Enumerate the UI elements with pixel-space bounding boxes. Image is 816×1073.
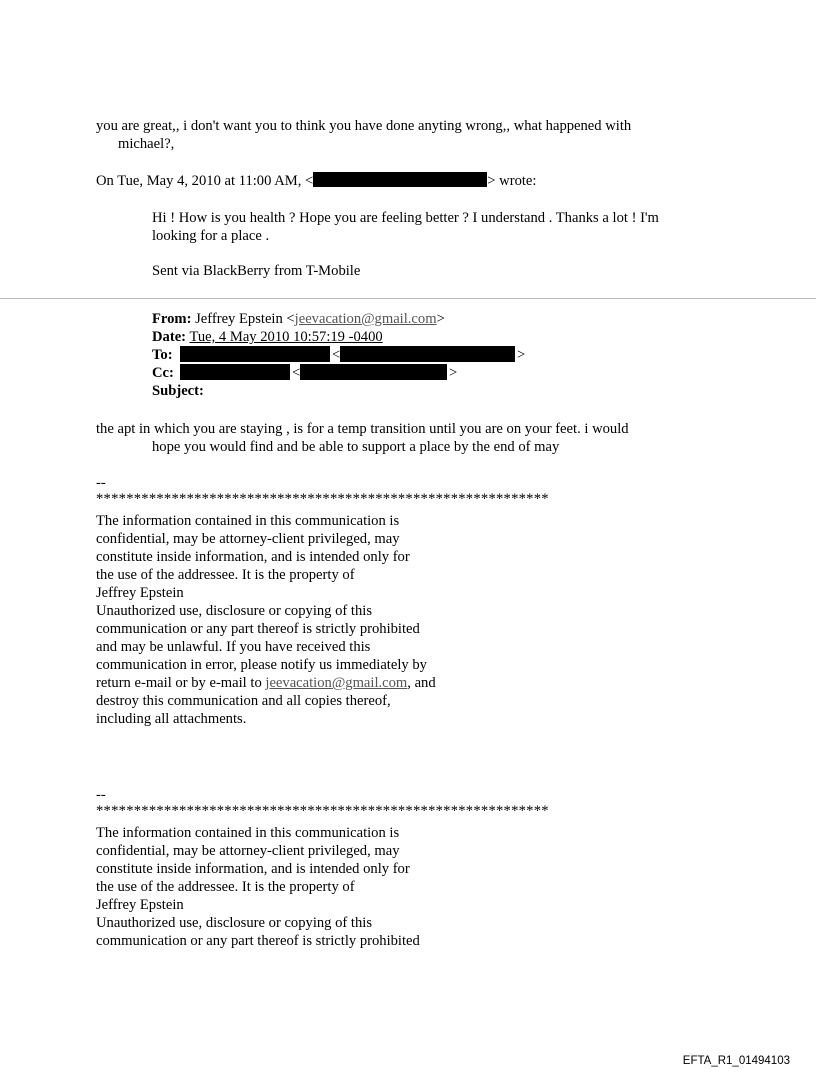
disclaimer-line: constitute inside information, and is intended only for [96, 549, 410, 565]
quoted-signature: Sent via BlackBerry from T-Mobile [152, 263, 361, 279]
from-close: > [436, 311, 445, 327]
disclaimer-dashes: -- [96, 475, 106, 491]
disclaimer-email-prefix: return e-mail or by e-mail to [96, 675, 266, 691]
to-gt: > [517, 347, 526, 363]
disclaimer-line: the use of the addressee. It is the property of [96, 879, 355, 895]
disclaimer-email-line [96, 674, 436, 692]
to-label: To: [152, 347, 173, 363]
cc-label: Cc: [152, 365, 174, 381]
disclaimer-line: The information contained in this communication is [96, 513, 400, 529]
to-lt: < [332, 347, 341, 363]
document-id: EFTA_R1_01494103 [682, 1055, 790, 1067]
cc-lt: < [292, 365, 301, 381]
from-email-link[interactable]: jeevacation@gmail.com [294, 311, 437, 327]
disclaimer-email-suffix: , and [407, 675, 436, 691]
body-line-2: hope you would find and be able to support a place by the end of may [152, 439, 560, 455]
subject-row [152, 382, 204, 400]
quote-header [96, 172, 536, 190]
reply-line-1: you are great,, i don't want you to think you have done anyting wrong,, what happened with [96, 118, 632, 134]
disclaimer-line: Unauthorized use, disclosure or copying of this [96, 915, 373, 931]
disclaimer-line: constitute inside information, and is intended only for [96, 861, 410, 877]
date-value: Tue, 4 May 2010 10:57:19 -0400 [189, 329, 383, 345]
quote-header-suffix: > wrote: [487, 173, 537, 189]
quote-header-prefix: On Tue, May 4, 2010 at 11:00 AM, < [96, 173, 314, 189]
cc-row [152, 364, 174, 382]
disclaimer-line: destroy this communication and all copies thereof, [96, 693, 391, 709]
separator-line [0, 298, 816, 299]
disclaimer-line: Jeffrey Epstein [96, 897, 184, 913]
disclaimer-line: Jeffrey Epstein [96, 585, 184, 601]
disclaimer-line: The information contained in this communication is [96, 825, 400, 841]
disclaimer-line: communication or any part thereof is strictly prohibited [96, 933, 420, 949]
to-row [152, 346, 173, 364]
disclaimer-line: the use of the addressee. It is the property of [96, 567, 355, 583]
quoted-line-1: Hi ! How is you health ? Hope you are feeling better ? I understand . Thanks a lot ! I'm [152, 210, 659, 226]
body-line-1: the apt in which you are staying , is for a temp transition until you are on your feet. i would [96, 421, 629, 437]
from-row [152, 310, 445, 328]
redaction-box [300, 364, 447, 380]
disclaimer-line: Unauthorized use, disclosure or copying of this [96, 603, 373, 619]
disclaimer-line: confidential, may be attorney-client privileged, may [96, 843, 400, 859]
disclaimer-email-link[interactable]: jeevacation@gmail.com [265, 675, 408, 691]
disclaimer-line: including all attachments. [96, 711, 247, 727]
date-row [152, 328, 383, 346]
disclaimer-line: communication or any part thereof is strictly prohibited [96, 621, 420, 637]
redaction-box [180, 364, 290, 380]
disclaimer-line: communication in error, please notify us immediately by [96, 657, 427, 673]
disclaimer-line: and may be unlawful. If you have received this [96, 639, 371, 655]
disclaimer-line: confidential, may be attorney-client privileged, may [96, 531, 400, 547]
date-label: Date: [152, 329, 187, 345]
reply-line-2: michael?, [118, 136, 175, 152]
disclaimer-stars: ************************************************************ [96, 803, 549, 819]
from-name: Jeffrey Epstein < [195, 311, 295, 327]
cc-gt: > [449, 365, 458, 381]
redaction-box [340, 346, 515, 362]
disclaimer-stars: ************************************************************ [96, 491, 549, 507]
disclaimer-dashes: -- [96, 787, 106, 803]
subject-label: Subject: [152, 383, 204, 399]
redaction-box [180, 346, 330, 362]
quoted-line-2: looking for a place . [152, 228, 270, 244]
redaction-box [313, 172, 487, 187]
from-label: From: [152, 311, 192, 327]
